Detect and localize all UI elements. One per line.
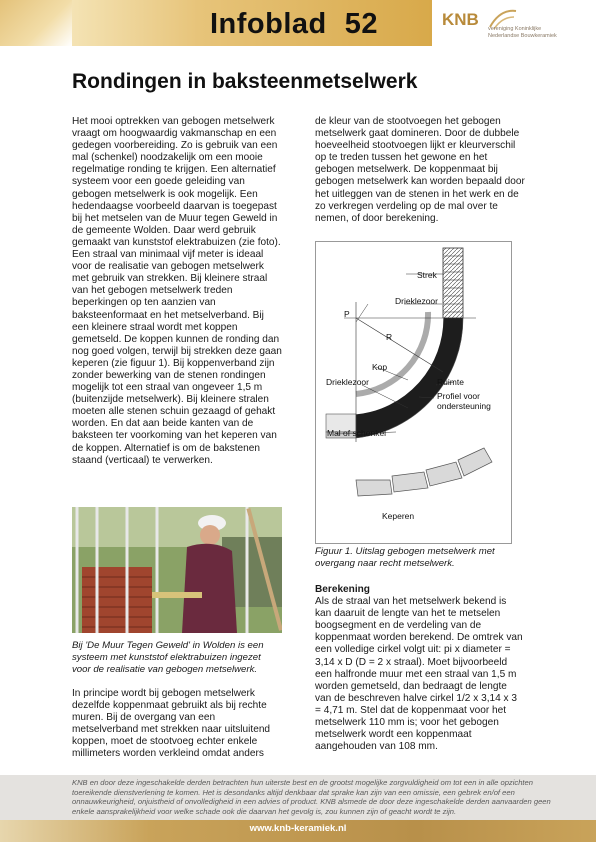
logo-mark: KNB xyxy=(442,10,479,29)
photo-illustration xyxy=(72,507,282,633)
photo-muur-tegen-geweld xyxy=(72,507,282,633)
website-link[interactable]: www.knb-keramiek.nl xyxy=(249,823,347,834)
page-title: Rondingen in baksteenmetselwerk xyxy=(72,70,418,93)
label-keperen: Keperen xyxy=(382,511,415,521)
paragraph: In principe wordt bij gebogen metselwerk dezelfde koppenmaat gebruikt als bij rechte muren. Bij de overgang van een metselverband met strekken naar uitsluitend koppen, moet de stootvoeg echter enkele millimeters worden verkleind omdat anders xyxy=(72,688,271,760)
right-column-continued xyxy=(315,584,525,763)
paragraph: Als de straal van het metselwerk bekend is kan daaruit de lengte van het te metselen boogsegment en de verdeling van de koppenmaat worden berekend. De omtrek van een volledige cirkel volgt uit: pi x diameter = 3,14 x D (D = 2 x straal). Moet bijvoorbeeld een halfronde muur met een straal van 1,5 m worden gemetseld, dan bedraagt de lengte van de beschreven halve cirkel 1/2 x 3,14 x 3 = 4,71 m. Stel dat de koppenmaat voor het metselwerk 110 mm is; voor het gebogen metselwerk wordt een koppenmaat aangehouden van 108 mm. xyxy=(315,596,523,753)
label-strek: Strek xyxy=(417,270,437,280)
label-r: R xyxy=(386,332,393,342)
keperen-bricks xyxy=(356,448,492,496)
left-column xyxy=(72,116,282,477)
infoblad-number: 52 xyxy=(344,8,379,40)
knb-logo xyxy=(442,6,572,44)
label-ondersteuning: ondersteuning xyxy=(437,401,491,411)
disclaimer: KNB en door deze ingeschakelde derden betrachten hun uiterste best en de grootst mogelijke zorgvuldigheid om tot een in alle opzichten toereikende dienstverlening te komen. Het is desondanks altijd denkbaar dat sprake kan zijn van een omissie, een gebrek en/of een onnauwkeurigheid, onjuistheid of onvolledigheid in een advies of product. KNB alsmede de door deze ingeschakelde derden aanvaarden geen enkele aansprakelijkheid voor welke schade ook die daarvan het gevolg is, zou kunnen zijn of geacht wordt te zijn. xyxy=(72,778,551,816)
left-column-continued xyxy=(72,688,282,771)
label-drieklezoor-top: Drieklezoor xyxy=(395,296,438,306)
label-p: P xyxy=(344,309,350,319)
paragraph: Het mooi optrekken van gebogen metselwerk vraagt om hoogwaardig vakmanschap en een gedegen voorbereiding. Zo is gebruik van een mal (schenkel) noodzakelijk om een mooie regelmatige ronding te krijgen. Een alternatief systeem voor een goede geleiding van gebogen metselwerk is ook mogelijk. Een hedendaagse voorbeeld daarvan is toegepast bij het metselen van de Muur tegen Geweld in de gemeente Wolden. Daar werd gebruik gemaakt van kunststof elektrabuizen (zie foto). Een straal van minimaal vijf meter is ideaal voor de realisatie van gebogen metselwerk met gebruik van strekken. Bij kleinere straal van het gebogen metselwerk treden beperkingen op ten aanzien van baksteenformaat en het metselverband. Bij een kleinere straal wordt met koppen gemetseld. De koppen kunnen de ronding dan nog goed volgen, terwijl bij strekken deze gaan keperen (zie figuur 1). Bij koppenverband zijn zonder bewerking van de stenen rondingen mogelijk tot een straal van ongeveer 1,5 m (buitenzijde metselwerk). Bij kleinere stralen moeten alle stenen schuin gezaagd of gehakt worden. En dat aan beide kanten van de baksteen ter voorkoming van het keperen van de koppen. Alternatief is om de bakstenen staand (verticaal) te verwerken. xyxy=(72,116,282,466)
figure-1-diagram xyxy=(315,241,512,544)
photo-caption: Bij 'De Muur Tegen Geweld' in Wolden is een systeem met kunststof elektrabuizen ingezet voor de realisatie van gebogen metselwerk. xyxy=(72,640,264,675)
header-corner-decoration xyxy=(0,0,72,46)
infoblad-label: Infoblad xyxy=(210,8,327,40)
logo-line-2: Nederlandse Bouwkeramiek xyxy=(488,32,557,39)
label-ruimte: Ruimte xyxy=(437,377,464,387)
logo-subtitle xyxy=(488,26,572,39)
label-mal: Mal of schenkel xyxy=(327,428,387,438)
paragraph: de kleur van de stootvoegen het gebogen metselwerk gaat domineren. Door de dubbele hoeveelheid stootvoegen lijkt er kleurverschil op te treden tussen het gewone en het gebogen metselwerk. De koppenmaat bij gebogen metselwerk kan worden bepaald door het uitleggen van de stenen in het werk en de zo verkregen verdeling op de mal over te nemen, of door berekening. xyxy=(315,116,525,224)
label-drieklezoor-bottom: Drieklezoor xyxy=(326,377,369,387)
straight-wall xyxy=(443,248,463,318)
infoblad-title xyxy=(210,8,378,41)
figure-caption: Figuur 1. Uitslag gebogen metselwerk met overgang naar recht metselwerk. xyxy=(315,546,495,569)
brick-arc-diagram xyxy=(316,242,511,543)
section-heading: Berekening xyxy=(315,584,370,595)
right-column xyxy=(315,116,525,235)
logo-line-1: vereniging Koninklijke xyxy=(488,26,542,32)
label-kop: Kop xyxy=(372,362,388,372)
label-profiel: Profiel voor xyxy=(437,391,480,401)
